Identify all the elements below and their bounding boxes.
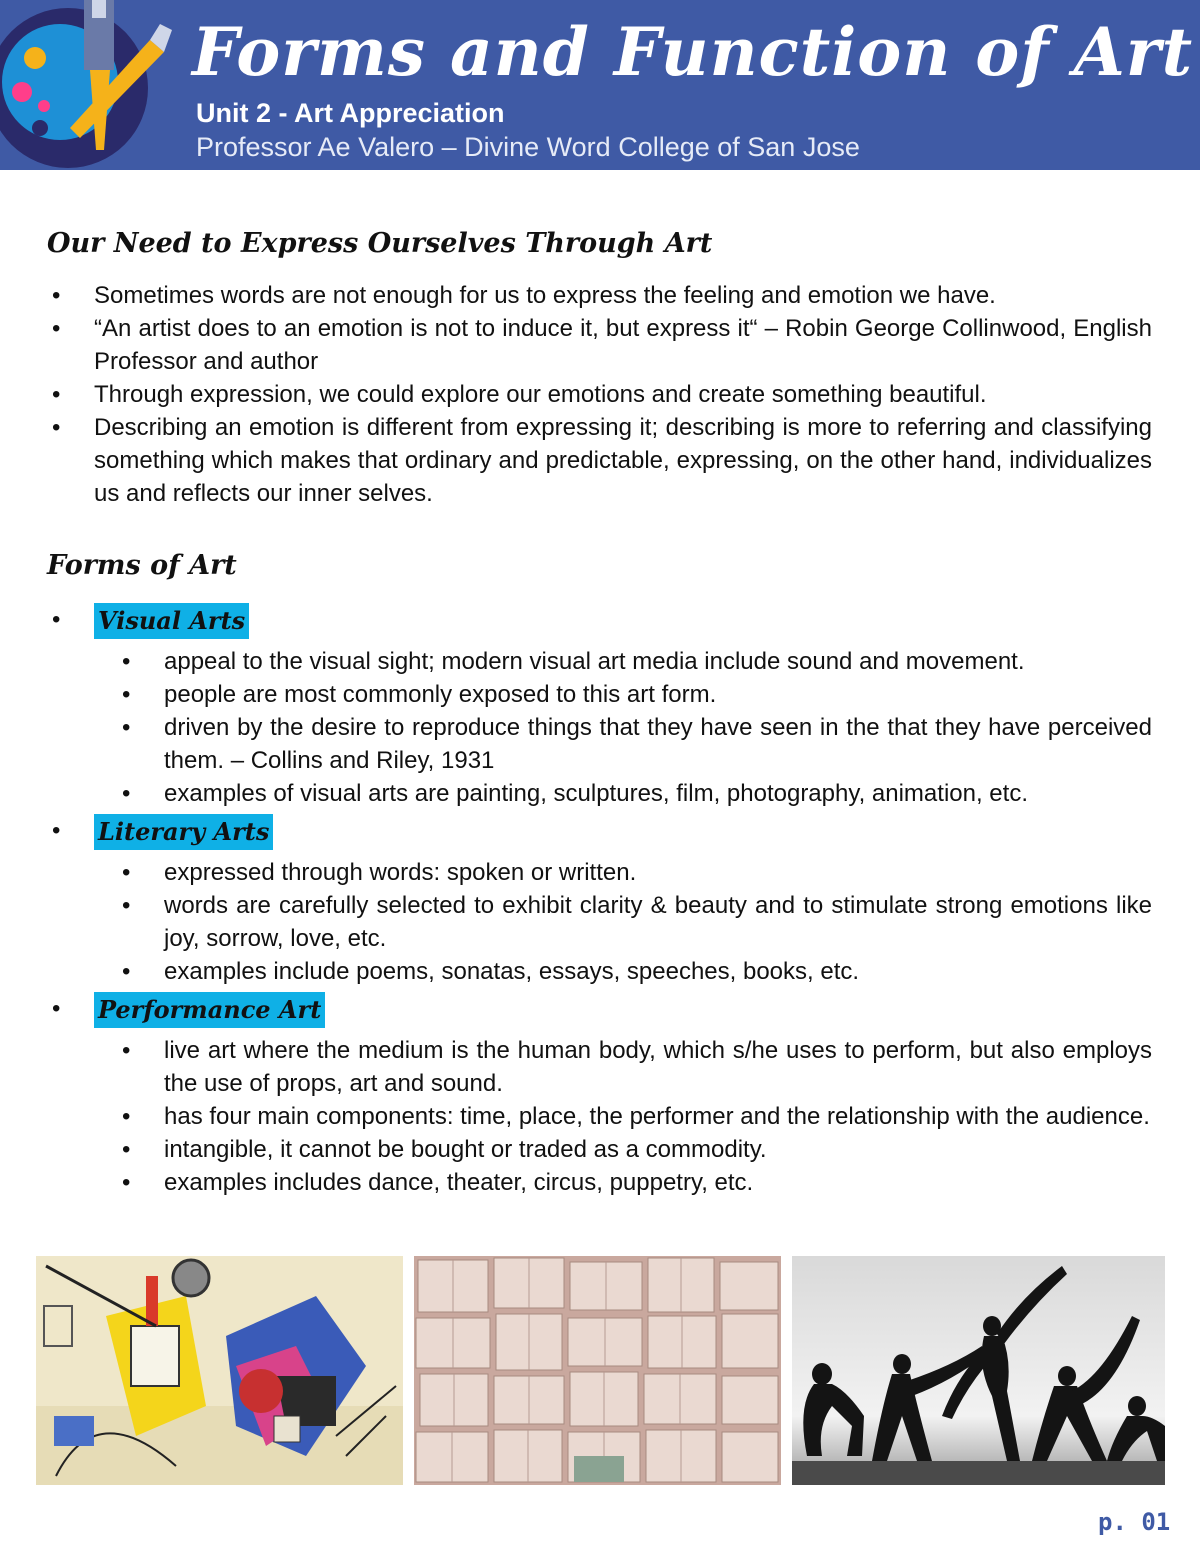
list-item: • “An artist does to an emotion is not to induce it, but express it“ – Robin George Collinwood, English Professor and author: [47, 312, 1152, 378]
list-item: • Through expression, we could explore our emotions and create something beautiful.: [47, 378, 1152, 411]
list-item: • appeal to the visual sight; modern visual art media include sound and movement.: [94, 645, 1152, 678]
category-visual-arts: [47, 603, 1152, 810]
literary-arts-sub-list: [94, 856, 1152, 988]
document-title: Forms and Function of Art: [192, 13, 1194, 91]
category-label: Performance Art: [94, 992, 325, 1028]
list-item: • Sometimes words are not enough for us to express the feeling and emotion we have.: [47, 279, 1152, 312]
dancers-silhouette-image: [792, 1256, 1165, 1485]
performance-art-sub-list: [94, 1034, 1152, 1199]
forms-of-art-list: [47, 603, 1152, 1203]
open-books-image: [414, 1256, 781, 1485]
visual-arts-sub-list: [94, 645, 1152, 810]
list-item: • examples include poems, sonatas, essays, speeches, books, etc.: [94, 955, 1152, 988]
category-label: Visual Arts: [94, 603, 249, 639]
category-literary-arts: [47, 814, 1152, 988]
unit-subtitle: Unit 2 - Art Appreciation: [196, 98, 505, 128]
section-heading-forms: Forms of Art: [47, 550, 237, 581]
list-item: • words are carefully selected to exhibit clarity & beauty and to stimulate strong emotions like joy, sorrow, love, etc.: [94, 889, 1152, 955]
list-item: • expressed through words: spoken or written.: [94, 856, 1152, 889]
list-item: • driven by the desire to reproduce things that they have seen in the that they have perceived them. – Collins and Riley, 1931: [94, 711, 1152, 777]
list-item: • live art where the medium is the human body, which s/he uses to perform, but also employs the use of props, art and sound.: [94, 1034, 1152, 1100]
abstract-painting-image: [36, 1256, 403, 1485]
list-item: • people are most commonly exposed to this art form.: [94, 678, 1152, 711]
professor-byline: Professor Ae Valero – Divine Word College of San Jose: [196, 132, 860, 162]
list-item: • examples of visual arts are painting, sculptures, film, photography, animation, etc.: [94, 777, 1152, 810]
page-number: p. 01: [1098, 1508, 1171, 1536]
express-bullet-list: [47, 279, 1152, 510]
list-item: • examples includes dance, theater, circus, puppetry, etc.: [94, 1166, 1152, 1199]
page-header: [0, 0, 1200, 170]
category-performance-art: [47, 992, 1152, 1199]
section-heading-express: Our Need to Express Ourselves Through Art: [47, 228, 713, 259]
paint-palette-brush-icon: [0, 0, 190, 170]
list-item: • Describing an emotion is different from expressing it; describing is more to referring and classifying something which makes that ordinary and predictable, expressing, on the other hand, individualizes us and reflects our inner selves.: [47, 411, 1152, 510]
list-item: • intangible, it cannot be bought or traded as a commodity.: [94, 1133, 1152, 1166]
category-label: Literary Arts: [94, 814, 273, 850]
list-item: • has four main components: time, place, the performer and the relationship with the audience.: [94, 1100, 1152, 1133]
